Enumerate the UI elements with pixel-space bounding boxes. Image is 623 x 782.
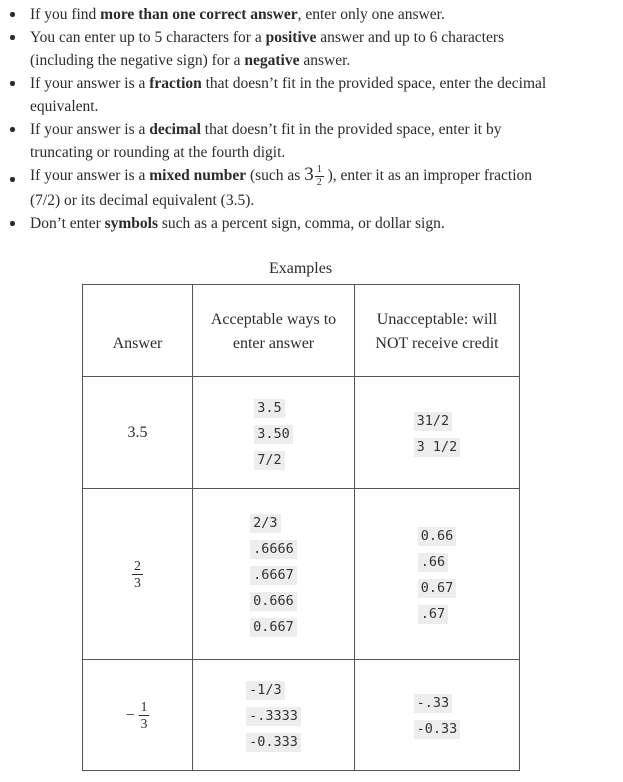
code-value: .6667 [250,566,297,585]
unacceptable-cell [355,489,520,660]
code-value: .6666 [250,540,297,559]
text: (including the negative sign) for a [30,52,245,69]
emphasized-text: positive [265,29,317,46]
fraction: $\frac{1}{3}$ [140,698,148,731]
examples-section [82,257,519,771]
code-value: 0.666 [250,592,297,611]
code-group [254,399,293,470]
column-header-acceptable: Acceptable ways to enter answer [193,285,355,377]
code-value: -0.333 [246,733,301,752]
examples-title: Examples [268,260,333,277]
example-row [83,377,520,489]
instruction-item [30,212,623,235]
code-value: .67 [418,605,448,624]
unacceptable-cell [355,377,520,489]
example-row [83,489,520,660]
column-header-unacceptable: Unacceptable: will NOT receive credit [355,285,520,377]
instruction-item [30,26,623,72]
emphasized-text: negative [244,52,300,69]
code-value: 31/2 [414,412,453,431]
code-group [250,514,297,637]
text: ), enter it as an improper fraction [323,167,533,185]
text: answer and up to 6 characters [316,29,505,46]
code-value: 3 1/2 [414,438,461,457]
header-row [83,285,520,377]
text: that doesn’t fit in the provided space, enter it by [200,121,502,138]
text: truncating or rounding at the fourth digit. [30,144,286,161]
text: You can enter up to 5 characters for a [30,29,266,46]
emphasized-text: symbols [104,215,159,232]
code-group [418,527,457,624]
examples-table [82,284,520,771]
code-value: 2/3 [250,514,280,533]
code-value: -1/3 [246,681,285,700]
code-value: 0.66 [418,527,457,546]
code-value: -.3333 [246,707,301,726]
code-group [414,694,461,739]
instruction-item [30,3,623,26]
code-value: 7/2 [254,451,284,470]
emphasized-text: mixed number [149,167,247,185]
code-value: -.33 [414,694,453,713]
code-value: -0.33 [414,720,461,739]
emphasized-text: decimal [149,121,201,138]
column-header-answer: Answer [83,285,193,377]
text: , enter only one answer. [297,6,445,23]
text: If your answer is a [30,75,150,92]
text: that doesn’t fit in the provided space, enter the decimal [201,75,547,92]
unacceptable-cell [355,660,520,771]
text: If you find [30,6,101,23]
code-value: .66 [418,553,448,572]
text: If your answer is a [30,167,150,185]
code-value: 0.667 [250,618,297,637]
acceptable-cell [193,377,355,489]
answer-cell: 3.5 [83,377,193,489]
emphasized-text: fraction [149,75,202,92]
answer-cell [83,660,193,771]
instructions-list [0,0,623,235]
text: (such as [246,167,305,185]
fraction: $\frac{1}{2}$ [316,164,322,188]
minus-sign: − [125,706,135,724]
instruction-item [30,72,623,118]
text: such as a percent sign, comma, or dollar sign. [158,215,445,232]
instruction-item [30,164,623,212]
text: equivalent. [30,98,99,115]
text: answer. [299,52,351,69]
acceptable-cell [193,660,355,771]
fraction: $\frac{2}{3}$ [134,557,141,590]
acceptable-cell [193,489,355,660]
instruction-item [30,118,623,164]
code-value: 3.50 [254,425,293,444]
mixed-number [304,164,324,188]
emphasized-text: more than one correct answer [100,6,298,23]
code-group [414,412,461,457]
code-value: 0.67 [418,579,457,598]
text: If your answer is a [30,121,150,138]
example-row [83,660,520,771]
code-group [246,681,301,752]
mixed-number-whole: 3 [304,164,314,186]
answer-cell [83,489,193,660]
text: Don’t enter [30,215,105,232]
text: (7/2) or its decimal equivalent (3.5). [30,192,255,209]
code-value: 3.5 [254,399,284,418]
